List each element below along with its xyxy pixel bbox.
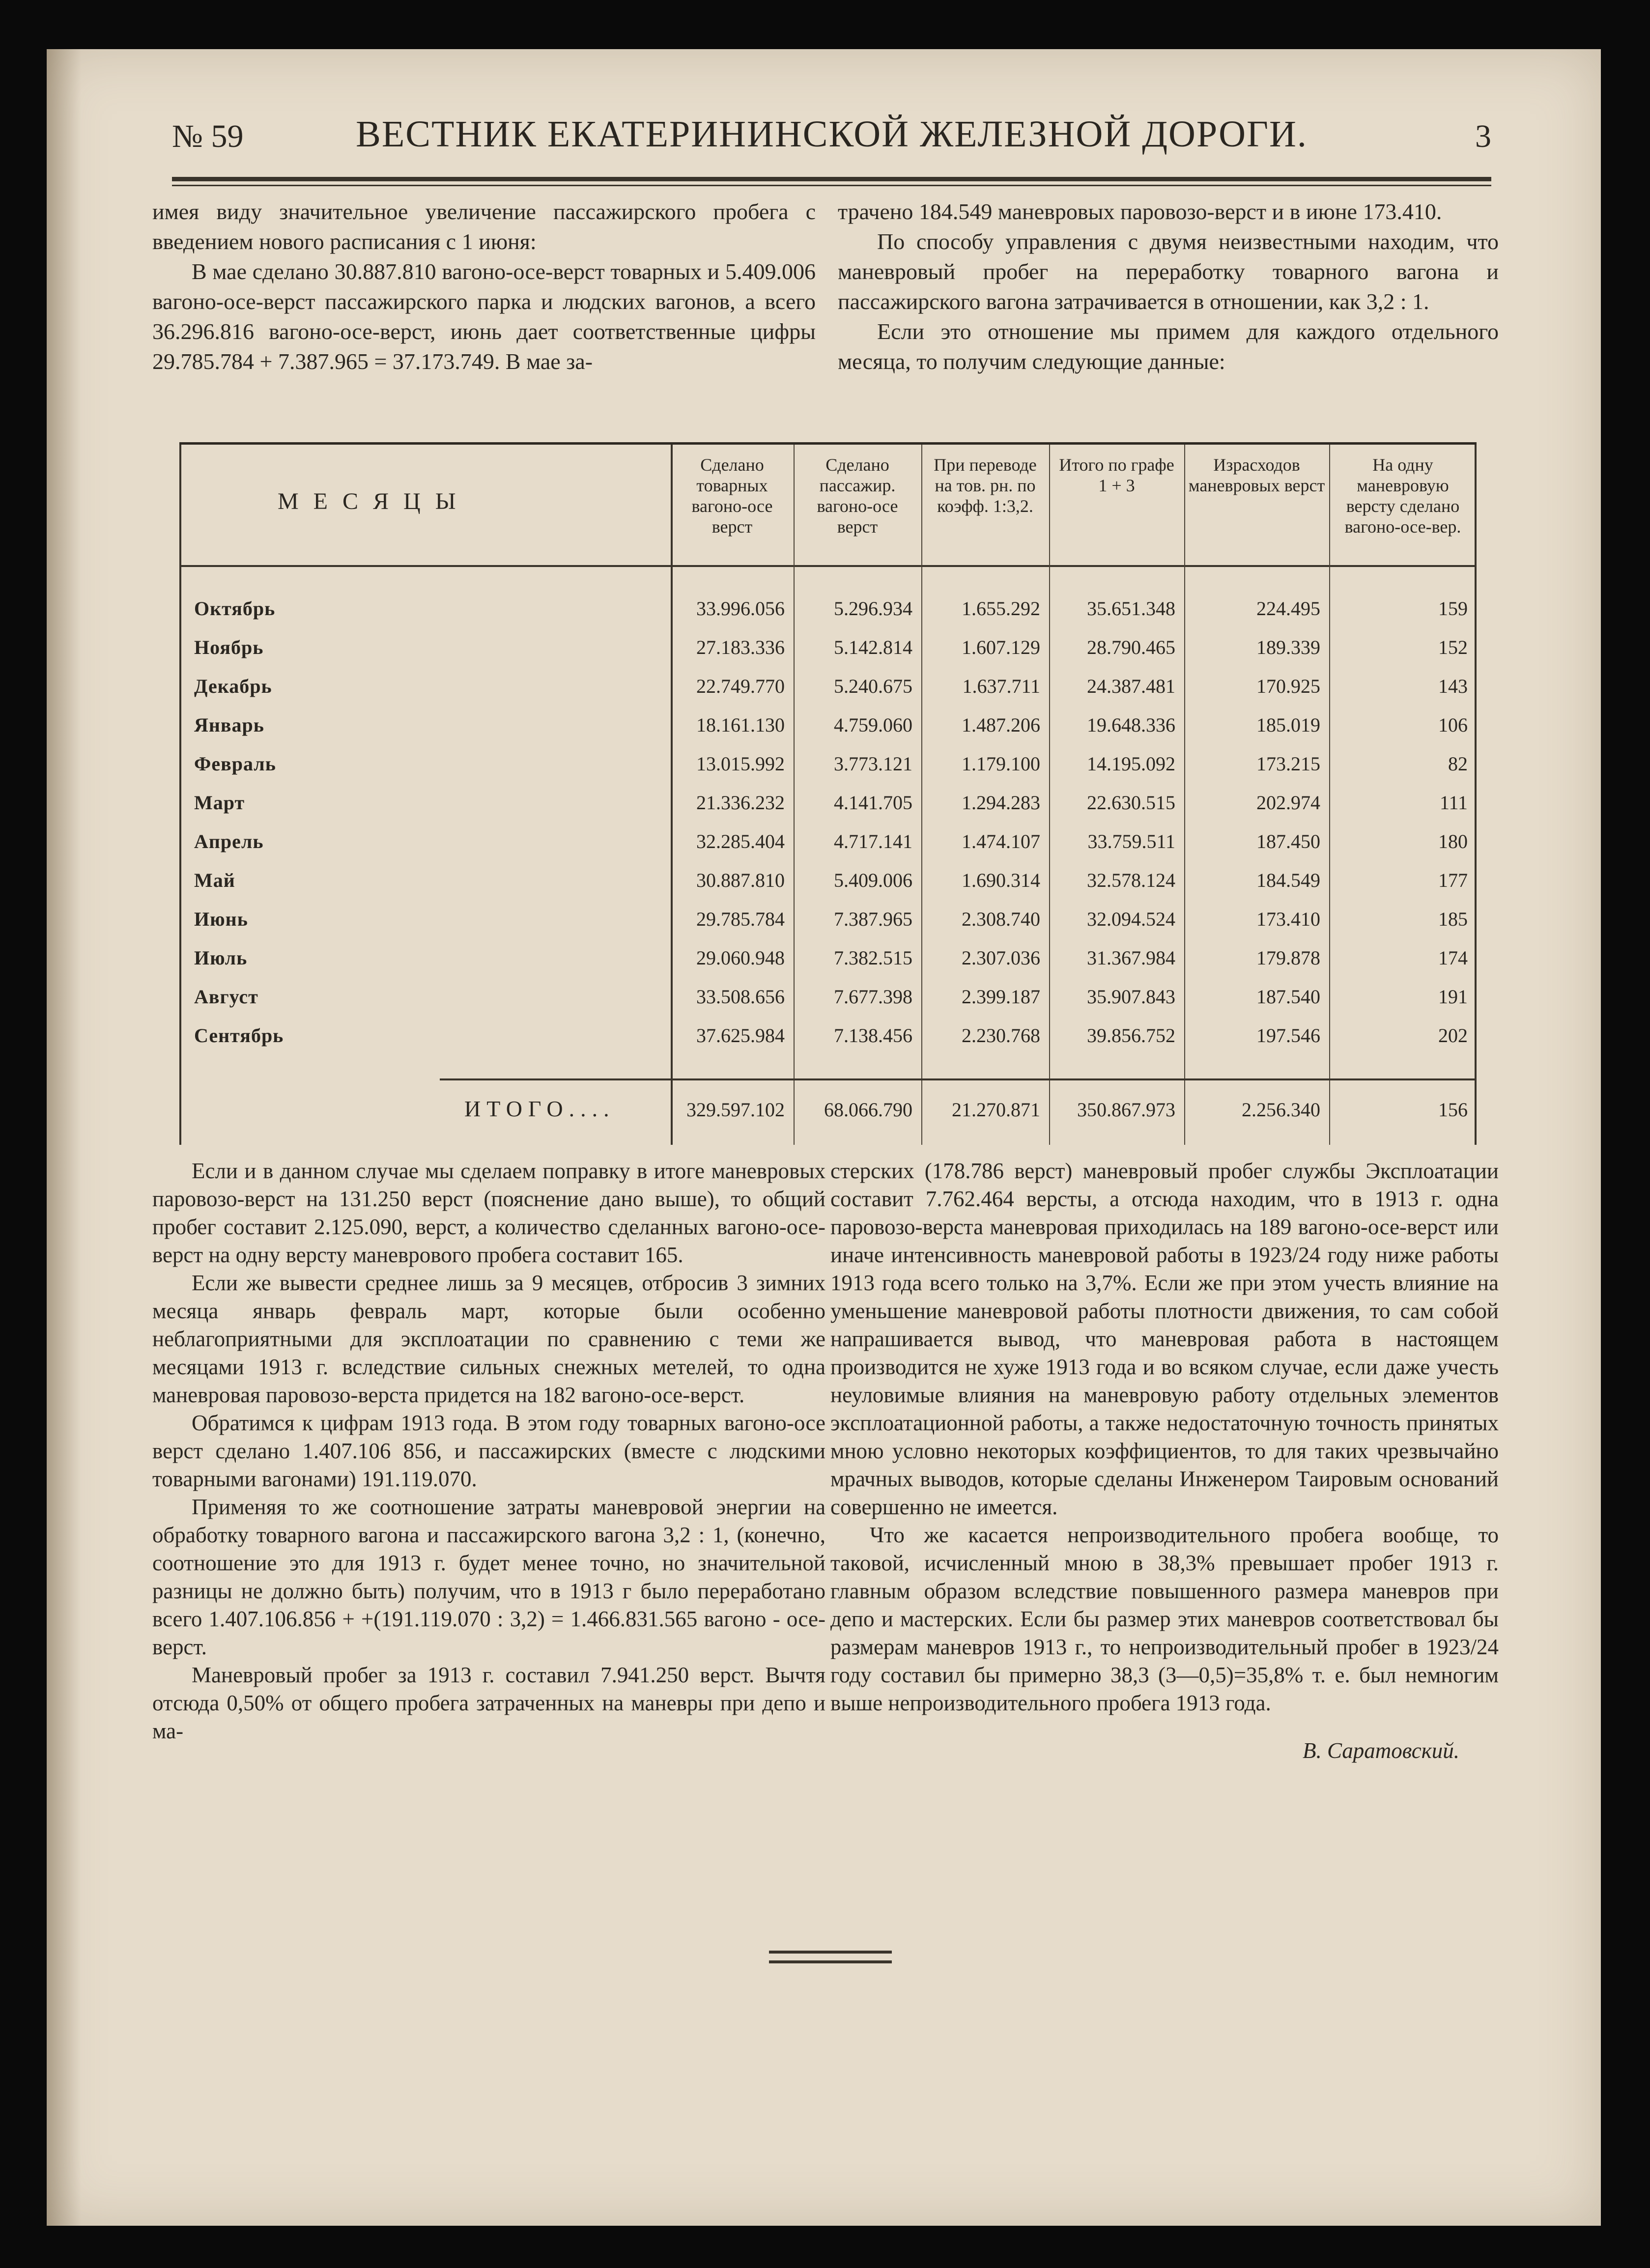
table-row [179, 980, 1477, 1017]
column-header: Итого по графе 1 + 3 [1059, 455, 1174, 495]
table-cell: 7.382.515 [834, 947, 912, 969]
total-cell: 2.256.340 [1242, 1099, 1320, 1121]
month-name: Январь [194, 714, 264, 736]
month-name: Март [194, 792, 245, 814]
table-cell: 33.759.511 [1087, 830, 1175, 852]
table-cell: 106 [1438, 714, 1468, 736]
table-row [179, 903, 1477, 939]
table-cell: 31.367.984 [1087, 947, 1175, 969]
end-rule [769, 1960, 892, 1963]
paragraph: имея виду значительное увеличение пассажирского пробега с введением нового расписания с 1 июня: [152, 199, 816, 254]
total-cell: 350.867.973 [1077, 1099, 1175, 1121]
table-cell: 170.925 [1256, 675, 1320, 697]
table-cell: 3.773.121 [834, 753, 912, 775]
table-row [179, 786, 1477, 823]
page-number: 3 [1475, 118, 1491, 154]
table-row [179, 631, 1477, 668]
table-cell: 14.195.092 [1087, 753, 1175, 775]
month-name: Октябрь [194, 597, 276, 620]
column-header: Сделано пассажир. вагоно-осе верст [817, 455, 898, 537]
column-top-left [152, 197, 816, 376]
table-cell: 7.138.456 [834, 1024, 912, 1047]
table-row [179, 670, 1477, 707]
end-rule [769, 1951, 892, 1954]
table-cell: 173.410 [1256, 908, 1320, 930]
table-cell: 2.399.187 [962, 986, 1040, 1008]
table-cell: 18.161.130 [696, 714, 785, 736]
month-name: Февраль [194, 753, 276, 775]
header-rule-thin [172, 185, 1491, 186]
table-row [179, 709, 1477, 745]
table-cell: 22.749.770 [696, 675, 785, 697]
table-cell: 1.690.314 [962, 869, 1040, 891]
table-cell: 143 [1438, 675, 1468, 697]
paragraph: Применяя то же соотношение затраты маневровой энергии на обработку товарного вагона и пассажирского вагона 3,2 : 1, (конечно, соотношение это для 1913 г. будет менее точно, но значительной разницы не должно быть) получим, что в 1913 г было переработано всего 1.407.106.856 + +(191.119.070 : 3,2) = 1.466.831.565 вагоно - осе-верст. [152, 1495, 825, 1659]
month-name: Ноябрь [194, 636, 264, 658]
page-header [172, 113, 1491, 167]
table-cell: 30.887.810 [696, 869, 785, 891]
column-bottom-left [152, 1157, 825, 1745]
total-cell: 329.597.102 [686, 1099, 785, 1121]
table-cell: 177 [1438, 869, 1468, 891]
table-cell: 1.655.292 [962, 597, 1040, 620]
newspaper-page [47, 49, 1601, 2226]
month-name: Апрель [194, 830, 264, 852]
paragraph: В мае сделано 30.887.810 вагоно-осе-верст товарных и 5.409.006 вагоно-осе-верст пассажирского парка и людских вагонов, а всего 36.296.816 вагоно-осе-верст, июнь дает соответственные цифры 29.785.784 + 7.387.965 = 37.173.749. В мае за- [152, 259, 816, 374]
table-cell: 159 [1438, 597, 1468, 620]
paragraph: Если это отношение мы примем для каждого отдельного месяца, то получим следующие данные: [838, 319, 1499, 374]
table-cell: 179.878 [1256, 947, 1320, 969]
table-cell: 33.508.656 [696, 986, 785, 1008]
paragraph: Маневровый пробег за 1913 г. составил 7.941.250 верст. Вычтя отсюда 0,50% от общего пробега затраченных на маневры при депо и ма- [152, 1663, 825, 1743]
table-cell: 189.339 [1256, 636, 1320, 658]
issue-number: № 59 [172, 118, 244, 154]
table-cell: 191 [1438, 986, 1468, 1008]
table-cell: 1.487.206 [962, 714, 1040, 736]
table-cell: 111 [1439, 792, 1468, 814]
table-cell: 21.336.232 [696, 792, 785, 814]
table-row [179, 592, 1477, 629]
table-cell: 28.790.465 [1087, 636, 1175, 658]
month-name: Сентябрь [194, 1024, 284, 1047]
table-row [179, 941, 1477, 978]
month-name: Август [194, 986, 258, 1008]
table-cell: 2.307.036 [962, 947, 1040, 969]
table-cell: 29.060.948 [696, 947, 785, 969]
table-cell: 4.759.060 [834, 714, 912, 736]
table-cell: 24.387.481 [1087, 675, 1175, 697]
month-name: Декабрь [194, 675, 272, 697]
total-cell: 68.066.790 [824, 1099, 912, 1121]
table-cell: 5.240.675 [834, 675, 912, 697]
table-cell: 7.387.965 [834, 908, 912, 930]
table-cell: 35.651.348 [1087, 597, 1175, 620]
header-rule-thick [172, 177, 1491, 181]
paragraph: Что же касается непроизводительного пробега вообще, то таковой, исчисленный мною в 38,3% превышает пробег 1913 г. главным образом вследствие повышенного размера маневров при депо и мастерских. Если бы размер этих маневров соответствовал бы размерам маневров 1913 г., то непроизводительный пробег в 1923/24 году составил бы примерно 38,3 (3—0,5)=35,8% т. е. был немногим выше непроизводительного пробега 1913 года. [830, 1523, 1499, 1715]
table-cell: 152 [1438, 636, 1468, 658]
table-cell: 2.308.740 [962, 908, 1040, 930]
table-cell: 82 [1448, 753, 1468, 775]
column-top-right [838, 197, 1499, 376]
paragraph: Обратимся к цифрам 1913 года. В этом году товарных вагоно-осе верст сделано 1.407.106 856, и пассажирских (вместе с людскими товарными вагонами) 191.119.070. [152, 1411, 825, 1491]
table-row [179, 747, 1477, 784]
table-cell: 1.637.711 [962, 675, 1040, 697]
paragraph: стерских (178.786 верст) маневровый пробег службы Эксплоатации составит 7.762.464 версты, а отсюда находим, что в 1913 г. одна паровозо-верста маневровая приходилась на 189 вагоно-осе-верст или иначе интенсивность маневровой работы в 1923/24 году ниже работы 1913 года всего только на 3,7%. Если же при этом учесть влияние на уменьшение маневровой работы плотности движения, то сам собой напрашивается вывод, что маневровая работа в настоящем производится не хуже 1913 года и во всяком случае, если даже учесть неуловимые влияния на маневровую работу отдельных элементов эксплоатационной работы, а также недостаточную точность принятых мною условно некоторых коэффициентов, то для таких чрезвычайно мрачных выводов, которые сделаны Инженером Таировым оснований совершенно не имеется. [830, 1159, 1499, 1519]
months-header: МЕСЯЦЫ [278, 488, 471, 514]
table-cell: 1.474.107 [962, 830, 1040, 852]
table-cell: 224.495 [1256, 597, 1320, 620]
table-cell: 7.677.398 [834, 986, 912, 1008]
table-cell: 187.450 [1256, 830, 1320, 852]
month-name: Май [194, 869, 235, 891]
table-cell: 5.296.934 [834, 597, 912, 620]
table-cell: 37.625.984 [696, 1024, 785, 1047]
table-cell: 22.630.515 [1087, 792, 1175, 814]
table-cell: 184.549 [1256, 869, 1320, 891]
table-cell: 19.648.336 [1087, 714, 1175, 736]
table-cell: 180 [1438, 830, 1468, 852]
column-bottom-right [830, 1157, 1499, 1765]
table-cell: 13.015.992 [696, 753, 785, 775]
table-row [179, 825, 1477, 862]
total-cell: 21.270.871 [952, 1099, 1040, 1121]
column-header: На одну маневровую версту сделано вагоно-осе-вер. [1344, 455, 1461, 537]
table-cell: 187.540 [1256, 986, 1320, 1008]
table-cell: 174 [1438, 947, 1468, 969]
table-cell: 4.141.705 [834, 792, 912, 814]
table-cell: 1.607.129 [962, 636, 1040, 658]
table-cell: 27.183.336 [696, 636, 785, 658]
table-header-rule [179, 565, 1477, 567]
table-cell: 185 [1438, 908, 1468, 930]
column-header: Израсходов маневровых верст [1188, 455, 1325, 495]
table-cell: 32.094.524 [1087, 908, 1175, 930]
journal-title: ВЕСТНИК ЕКАТЕРИНИНСКОЙ ЖЕЛЕЗНОЙ ДОРОГИ. [356, 113, 1308, 155]
total-rule [440, 1078, 1475, 1080]
table-cell: 1.294.283 [962, 792, 1040, 814]
column-header: Сделано товарных вагоно-осе верст [691, 455, 773, 537]
table-cell: 202.974 [1256, 792, 1320, 814]
table-cell: 32.285.404 [696, 830, 785, 852]
monthly-statistics-table [179, 442, 1477, 1145]
month-name: Июнь [194, 908, 248, 930]
table-row [179, 864, 1477, 901]
table-cell: 5.142.814 [834, 636, 912, 658]
paragraph: Если же вывести среднее лишь за 9 месяцев, отбросив 3 зимних месяца январь февраль март, которые были особенно неблагоприятными для эксплоатации по сравнению с теми же месяцами 1913 г. вследствие сильных снежных метелей, то одна маневровая паровозо-верста придется на 182 вагоно-осе-верст. [152, 1271, 825, 1407]
column-header: При переводе на тов. рн. по коэфф. 1:3,2. [934, 455, 1037, 516]
month-name: Июль [194, 947, 248, 969]
table-cell: 173.215 [1256, 753, 1320, 775]
total-cell: 156 [1438, 1099, 1468, 1121]
table-cell: 35.907.843 [1087, 986, 1175, 1008]
paragraph: трачено 184.549 маневровых паровозо-верст и в июне 173.410. [838, 199, 1442, 224]
table-cell: 197.546 [1256, 1024, 1320, 1047]
table-cell: 39.856.752 [1087, 1024, 1175, 1047]
table-row [179, 1019, 1477, 1056]
paragraph: По способу управления с двумя неизвестными находим, что маневровый пробег на переработку товарного вагона и пассажирского вагона затрачивается в отношении, как 3,2 : 1. [838, 229, 1499, 314]
total-label: ИТОГО.... [464, 1096, 615, 1121]
table-cell: 5.409.006 [834, 869, 912, 891]
table-cell: 1.179.100 [962, 753, 1040, 775]
table-cell: 185.019 [1256, 714, 1320, 736]
table-cell: 2.230.768 [962, 1024, 1040, 1047]
table-cell: 202 [1438, 1024, 1468, 1047]
author-signature: В. Саратовский. [1302, 1738, 1459, 1763]
paragraph: Если и в данном случае мы сделаем поправку в итоге маневровых паровозо-верст на 131.250 верст (пояснение дано выше), то общий пробег составит 2.125.090, верст, а количество сделанных вагоно-осе-верст на одну версту маневрового пробега составит 165. [152, 1159, 825, 1267]
table-cell: 29.785.784 [696, 908, 785, 930]
table-cell: 32.578.124 [1087, 869, 1175, 891]
table-cell: 33.996.056 [696, 597, 785, 620]
table-cell: 4.717.141 [834, 830, 912, 852]
